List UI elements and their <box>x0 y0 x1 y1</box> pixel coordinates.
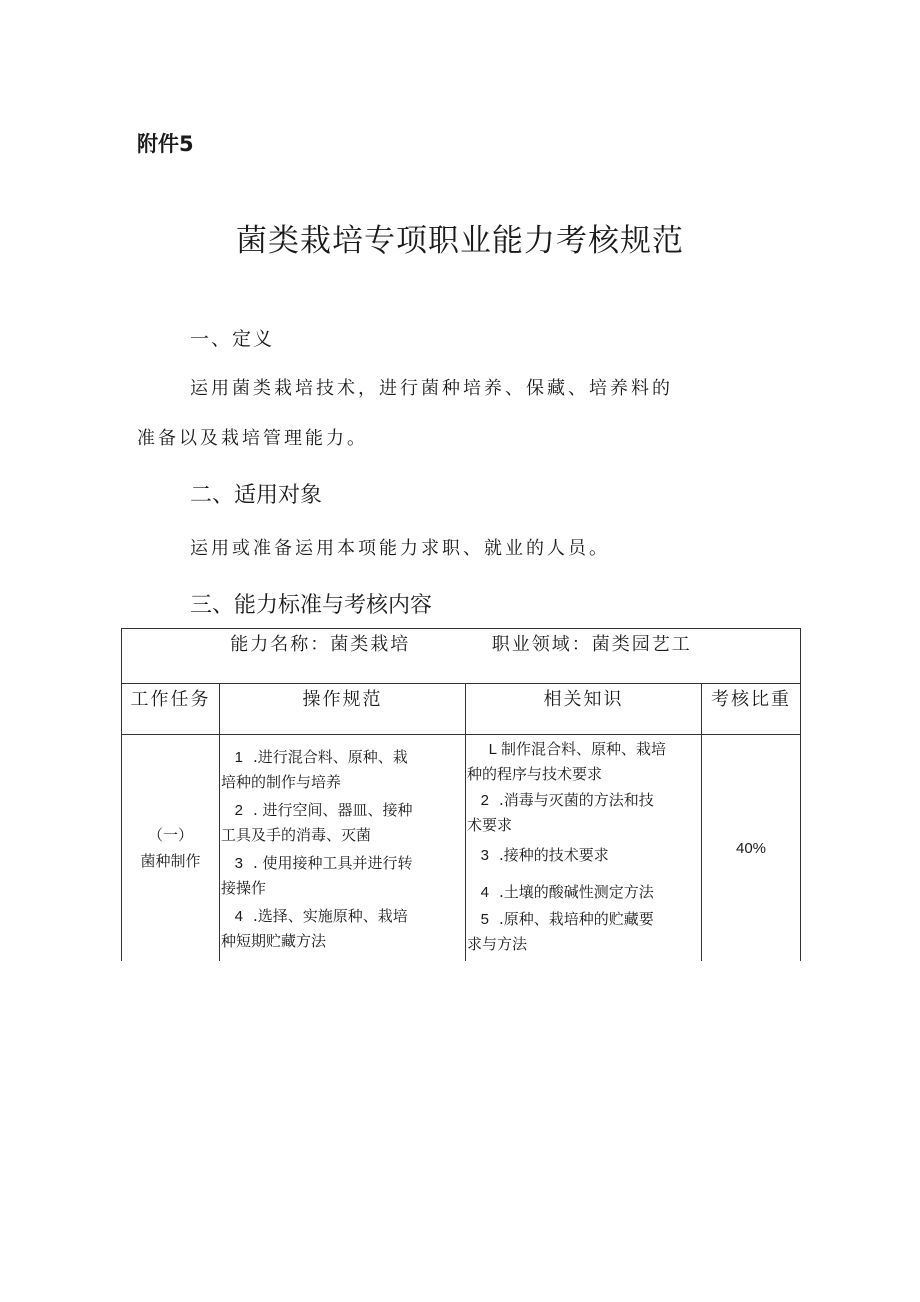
ops-item-1: 1 .进行混合料、原种、栽 培种的制作与培养 <box>221 748 408 791</box>
knowledge-cell <box>466 735 702 962</box>
ops-item-4: 4 .选择、实施原种、栽培 种短期贮藏方法 <box>221 907 408 950</box>
col-header-weight: 考核比重 <box>702 684 801 735</box>
task-name: 菌种制作 <box>140 852 201 870</box>
weight-cell: 40% <box>702 735 801 962</box>
ability-name-label: 能力名称：菌类栽培 <box>230 634 411 655</box>
section-audience-heading: 二、适用对象 <box>190 483 323 508</box>
table-row <box>122 735 801 962</box>
task-number: （一） <box>147 826 193 844</box>
knowledge-item-4: 4 .土壤的酸碱性测定方法 <box>480 883 654 901</box>
ability-standards-table <box>121 628 801 961</box>
task-cell <box>122 735 220 962</box>
ability-header-cell <box>122 629 801 684</box>
definition-text-line1: 运用菌类栽培技术，进行菌种培养、保藏、培养料的 <box>190 378 673 399</box>
knowledge-item-1: L 制作混合料、原种、栽培 种的程序与技术要求 <box>467 740 667 783</box>
document-title: 菌类栽培专项职业能力考核规范 <box>236 223 684 259</box>
column-header-row <box>122 684 801 735</box>
section-definition-heading: 一、定义 <box>190 328 275 350</box>
section-standards-heading: 三、能力标准与考核内容 <box>190 593 433 618</box>
knowledge-item-5: 5 .原种、栽培种的贮藏要 求与方法 <box>467 910 654 953</box>
knowledge-item-2: 2 .消毒与灭菌的方法和技 术要求 <box>467 791 654 834</box>
ops-item-3: 3 . 使用接种工具并进行转 接操作 <box>221 854 413 897</box>
col-header-task: 工作任务 <box>122 684 220 735</box>
attachment-label: 附件5 <box>137 132 194 156</box>
ops-cell <box>220 735 466 962</box>
col-header-knowledge: 相关知识 <box>466 684 702 735</box>
col-header-ops: 操作规范 <box>220 684 466 735</box>
occupation-field-label: 职业领域：菌类园艺工 <box>491 634 692 655</box>
knowledge-item-3: 3 .接种的技术要求 <box>480 846 609 864</box>
audience-text: 运用或准备运用本项能力求职、就业的人员。 <box>190 538 610 559</box>
ops-item-2: 2 . 进行空间、器皿、接种 工具及手的消毒、灭菌 <box>221 801 413 844</box>
table-header-row <box>122 629 801 684</box>
definition-text-line2: 准备以及栽培管理能力。 <box>137 428 368 449</box>
